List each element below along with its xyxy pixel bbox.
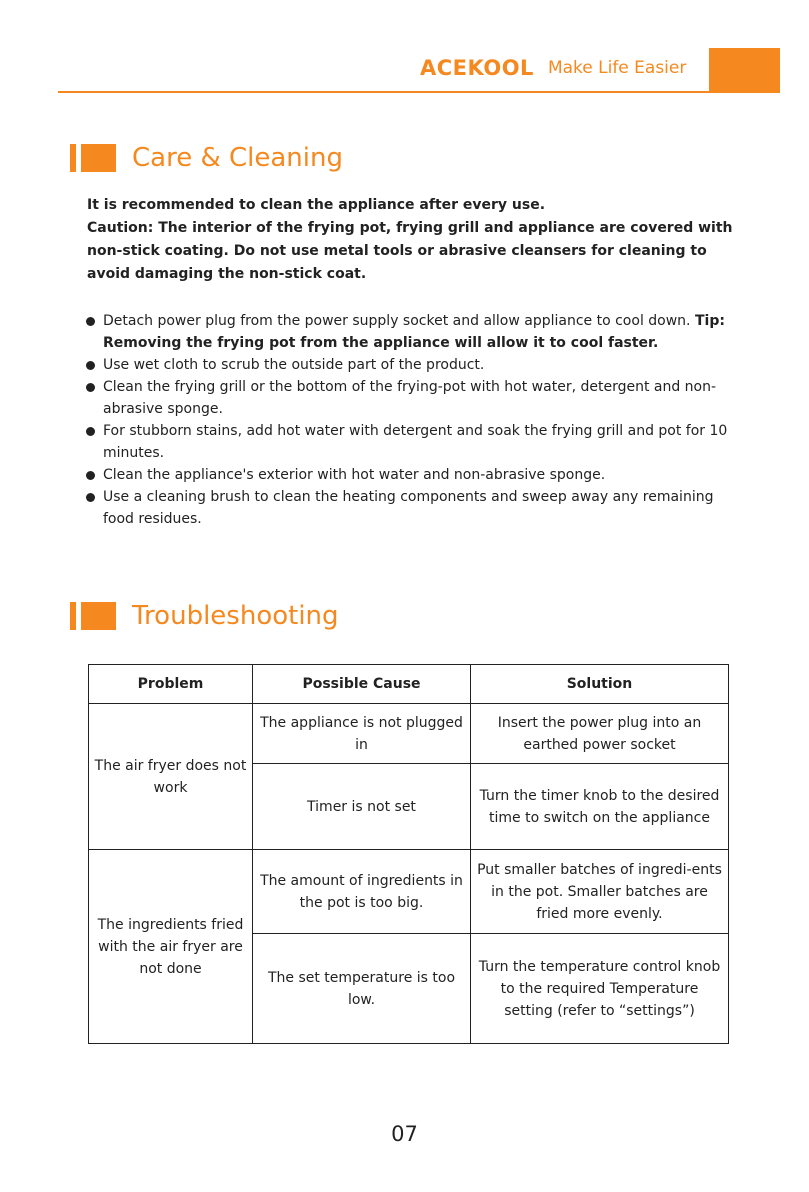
- caution-text: Caution: The interior of the frying pot, frying grill and appliance are covered with non-stick coating. Do not use metal tools or abrasive cleansers for cleaning to avoid damaging the non-stick coat.: [87, 220, 733, 282]
- solution-cell: Insert the power plug into an earthed power socket: [471, 704, 729, 764]
- tip-text: Tip: Removing the frying pot from the appliance will allow it to cool faster.: [103, 313, 725, 351]
- list-item: For stubborn stains, add hot water with detergent and soak the frying grill and pot for 10 minutes.: [84, 420, 734, 464]
- solution-cell: Put smaller batches of ingredi-ents in the pot. Smaller batches are fried more evenly.: [471, 850, 729, 934]
- troubleshooting-title: Troubleshooting: [132, 601, 339, 631]
- list-item: Use a cleaning brush to clean the heating components and sweep away any remaining food residues.: [84, 486, 734, 530]
- list-item: Clean the appliance's exterior with hot water and non-abrasive sponge.: [84, 464, 734, 486]
- bullet-icon: [86, 383, 95, 392]
- troubleshooting-table: [88, 664, 729, 1044]
- intro-line: It is recommended to clean the appliance after every use.: [87, 197, 546, 213]
- care-title: Care & Cleaning: [132, 143, 343, 173]
- header-accent-block: [709, 48, 780, 92]
- care-intro: [87, 194, 747, 286]
- bullet-icon: [86, 471, 95, 480]
- cause-cell: The appliance is not plugged in: [253, 704, 471, 764]
- bullet-icon: [86, 493, 95, 502]
- bullet-icon: [86, 361, 95, 370]
- list-item: Use wet cloth to scrub the outside part of the product.: [84, 354, 734, 376]
- section-marker-icon: [70, 602, 116, 630]
- list-item: Clean the frying grill or the bottom of the frying-pot with hot water, detergent and non-abrasive sponge.: [84, 376, 734, 420]
- table-row: [89, 850, 729, 934]
- solution-cell: Turn the timer knob to the desired time to switch on the appliance: [471, 764, 729, 850]
- section-marker-icon: [70, 144, 116, 172]
- brand-header: [420, 56, 686, 80]
- table-row: [89, 704, 729, 764]
- brand-tagline: Make Life Easier: [547, 58, 687, 78]
- solution-cell: Turn the temperature control knob to the required Temperature setting (refer to “settings”): [471, 934, 729, 1044]
- header-rule: [58, 91, 780, 93]
- cause-cell: The amount of ingredients in the pot is too big.: [253, 850, 471, 934]
- brand-logo: ACEKOOL: [420, 56, 534, 80]
- cleaning-steps-list: [84, 310, 734, 530]
- problem-cell: The ingredients fried with the air fryer are not done: [89, 850, 253, 1044]
- header-solution: Solution: [471, 665, 729, 704]
- troubleshooting-section-heading: [70, 599, 339, 633]
- header-cause: Possible Cause: [253, 665, 471, 704]
- care-section-heading: [70, 141, 343, 175]
- header-problem: Problem: [89, 665, 253, 704]
- problem-cell: The air fryer does not work: [89, 704, 253, 850]
- table-header-row: [89, 665, 729, 704]
- cause-cell: The set temperature is too low.: [253, 934, 471, 1044]
- page-number: 07: [391, 1122, 418, 1146]
- bullet-icon: [86, 427, 95, 436]
- cause-cell: Timer is not set: [253, 764, 471, 850]
- bullet-icon: [86, 317, 95, 326]
- list-item: Detach power plug from the power supply socket and allow appliance to cool down. Tip: Removing the frying pot from the appliance will allow it to cool faster.: [84, 310, 734, 354]
